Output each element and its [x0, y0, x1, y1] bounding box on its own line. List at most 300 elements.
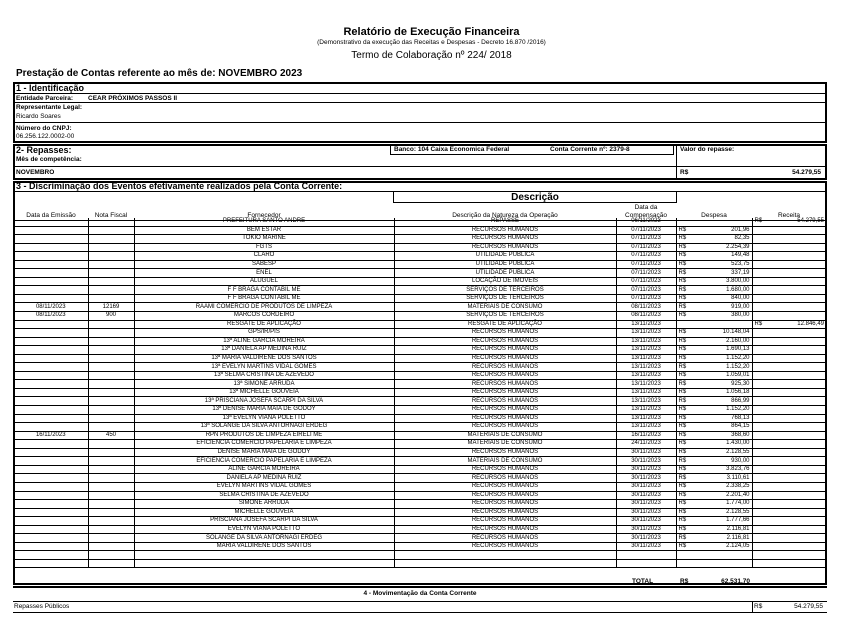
- currency-label: R$: [680, 169, 689, 176]
- cell-nota-fiscal: 900: [88, 312, 134, 321]
- cell-nota-fiscal: 12169: [88, 303, 134, 312]
- amount: 1.056,18: [726, 389, 750, 396]
- amount: 337,19: [731, 269, 750, 276]
- cell-despesa: [676, 406, 752, 415]
- currency-symbol: R$: [678, 466, 687, 473]
- table-row: [14, 534, 826, 543]
- cell-despesa: [676, 448, 752, 457]
- cell-natureza: LOCAÇÃO DE IMOVEIS: [394, 277, 616, 286]
- cell-nota-fiscal: [88, 226, 134, 235]
- banco-text: Banco: 104 Caixa Economica Federal: [394, 146, 510, 153]
- cell-data-compensacao: 07/11/2023: [616, 235, 676, 244]
- cell-receita: [752, 354, 826, 363]
- cell-nota-fiscal: [88, 277, 134, 286]
- table-row: [14, 226, 826, 235]
- cell-receita: [752, 542, 826, 551]
- cell-natureza: SERVIÇOS DE TERCEIROS: [394, 312, 616, 321]
- cell-nota-fiscal: [88, 474, 134, 483]
- cell-natureza: RECURSOS HUMANOS: [394, 406, 616, 415]
- cell-natureza: RECURSOS HUMANOS: [394, 380, 616, 389]
- currency-symbol: R$: [678, 508, 687, 515]
- cell-data-emissao: [14, 508, 88, 517]
- cell-natureza: RECURSOS HUMANOS: [394, 517, 616, 526]
- col-header-fornecedor: Fornecedor: [247, 212, 281, 219]
- cell-fornecedor: MICHELLE GOUVEIA: [134, 508, 394, 517]
- representante-label: Representante Legal:: [16, 104, 83, 111]
- cell-natureza: RECURSOS HUMANOS: [394, 235, 616, 244]
- table-row: [14, 329, 826, 338]
- cell-receita: [752, 380, 826, 389]
- currency-symbol: R$: [678, 235, 687, 242]
- cell-receita: [752, 423, 826, 432]
- cell-fornecedor: SELMA CRISTINA DE AZEVEDO: [134, 491, 394, 500]
- cell-nota-fiscal: [88, 559, 134, 568]
- cell-natureza: RECURSOS HUMANOS: [394, 500, 616, 509]
- cell-data-compensacao: 30/11/2023: [616, 525, 676, 534]
- table-row: [14, 440, 826, 449]
- cell-data-compensacao: 13/11/2023: [616, 397, 676, 406]
- cell-data-emissao: [14, 500, 88, 509]
- cell-fornecedor: 13ª MARIA VALDIRENE DOS SANTOS: [134, 354, 394, 363]
- divider: [13, 612, 827, 613]
- cell-data-compensacao: 13/11/2023: [616, 388, 676, 397]
- divider: [13, 122, 827, 123]
- cell-fornecedor: RPN PRODUTOS DE LIMPEZA EIRELI ME: [134, 431, 394, 440]
- cell-nota-fiscal: [88, 500, 134, 509]
- cell-data-compensacao: 07/11/2023: [616, 252, 676, 261]
- cell-despesa: [676, 465, 752, 474]
- cell-natureza: RECURSOS HUMANOS: [394, 448, 616, 457]
- amount: 368,60: [731, 431, 750, 438]
- cell-nota-fiscal: [88, 542, 134, 551]
- representante-value: Ricardo Soares: [16, 113, 61, 120]
- table-row: [14, 414, 826, 423]
- cell-nota-fiscal: [88, 269, 134, 278]
- currency-symbol: R$: [678, 252, 687, 259]
- cell-data-compensacao: 13/11/2023: [616, 329, 676, 338]
- cell-data-compensacao: 30/11/2023: [616, 542, 676, 551]
- mes-label: Mês de competência:: [16, 156, 82, 163]
- cell-fornecedor: 13ª SOLANGE DA SILVA ANTORNAGI ERDEG: [134, 423, 394, 432]
- amount: 523,75: [731, 261, 750, 267]
- cell-fornecedor: MARIA VALDIRENE DOS SANTOS: [134, 542, 394, 551]
- cell-nota-fiscal: [88, 235, 134, 244]
- cell-nota-fiscal: [88, 243, 134, 252]
- cell-natureza: RESGATE DE APLICAÇÃO: [394, 320, 616, 329]
- cell-fornecedor: ENEL: [134, 269, 394, 278]
- entidade-label: Entidade Parceira:: [16, 95, 74, 102]
- currency-symbol: R$: [678, 380, 687, 387]
- cell-fornecedor: 13ª PRISCIANA JOSEFA SCARPI DA SILVA: [134, 397, 394, 406]
- cell-natureza: RECURSOS HUMANOS: [394, 414, 616, 423]
- cell-fornecedor: 13ª DENISE MARIA MAIA DE GODOY: [134, 406, 394, 415]
- table-row: [14, 380, 826, 389]
- table-row: [14, 474, 826, 483]
- cell-data-compensacao: 30/11/2023: [616, 534, 676, 543]
- amount: 201,96: [731, 226, 750, 233]
- cell-receita: [752, 482, 826, 491]
- cell-fornecedor: DENISE MARIA MAIA DE GODOY: [134, 448, 394, 457]
- cell-data-compensacao: 07/11/2023: [616, 260, 676, 269]
- cell-nota-fiscal: [88, 363, 134, 372]
- cell-receita: [752, 320, 826, 329]
- amount: 1.152,20: [726, 355, 750, 362]
- cell-despesa: [676, 294, 752, 303]
- cell-receita: [752, 517, 826, 526]
- cell-data-compensacao: 08/11/2023: [616, 303, 676, 312]
- cell-receita: [752, 534, 826, 543]
- cell-data-emissao: [14, 423, 88, 432]
- table-row: [14, 542, 826, 551]
- valor-value: 54.279,55: [792, 169, 821, 176]
- cell-despesa: [676, 218, 752, 226]
- cell-receita: [752, 491, 826, 500]
- cell-data-emissao: [14, 363, 88, 372]
- cell-despesa: [676, 551, 752, 560]
- cell-receita: [752, 388, 826, 397]
- cell-receita: [752, 371, 826, 380]
- cell-data-emissao: [14, 482, 88, 491]
- table-row: [14, 294, 826, 303]
- cell-data-compensacao: 13/11/2023: [616, 320, 676, 329]
- cell-data-emissao: [14, 440, 88, 449]
- cell-despesa: [676, 337, 752, 346]
- cell-receita: [752, 286, 826, 295]
- cell-data-compensacao: 24/11/2023: [616, 440, 676, 449]
- cell-nota-fiscal: [88, 517, 134, 526]
- cell-data-compensacao: 06/11/2023: [616, 218, 676, 226]
- cell-data-compensacao: 07/11/2023: [616, 277, 676, 286]
- cell-despesa: [676, 508, 752, 517]
- cell-fornecedor: EVELYN MARTINS VIDAL GOMES: [134, 482, 394, 491]
- amount: 3.110,61: [726, 474, 750, 481]
- cell-data-emissao: [14, 525, 88, 534]
- amount: 2.338,25: [726, 483, 750, 490]
- table-row: [14, 397, 826, 406]
- cell-receita: [752, 294, 826, 303]
- table-row: [14, 559, 826, 568]
- cell-natureza: RECURSOS HUMANOS: [394, 346, 616, 355]
- cell-data-compensacao: 30/11/2023: [616, 517, 676, 526]
- cell-despesa: [676, 243, 752, 252]
- cell-data-compensacao: 30/11/2023: [616, 482, 676, 491]
- identificacao-box: [13, 82, 827, 143]
- cell-nota-fiscal: [88, 329, 134, 338]
- cell-receita: [752, 551, 826, 560]
- cell-data-emissao: [14, 448, 88, 457]
- cell-data-emissao: [14, 465, 88, 474]
- amount: 866,99: [731, 397, 750, 404]
- table-row: [14, 320, 826, 329]
- cell-nota-fiscal: [88, 354, 134, 363]
- cell-data-compensacao: 07/11/2023: [616, 243, 676, 252]
- table-row: [14, 277, 826, 286]
- cell-receita: [752, 448, 826, 457]
- amount: 2.124,05: [726, 543, 750, 550]
- cell-receita: [752, 525, 826, 534]
- valor-label: Valor do repasse:: [680, 146, 735, 153]
- repasses-publicos-value: 54.279,55: [794, 603, 823, 610]
- cell-despesa: [676, 260, 752, 269]
- cell-data-emissao: [14, 517, 88, 526]
- cell-despesa: [676, 320, 752, 329]
- cell-fornecedor: 13ª EVELYN MARTINS VIDAL GOMES: [134, 363, 394, 372]
- cell-fornecedor: SOLANGE DA SILVA ANTORNAGI ERDEG: [134, 534, 394, 543]
- cell-nota-fiscal: [88, 414, 134, 423]
- table-row: [14, 243, 826, 252]
- table-row: [14, 551, 826, 560]
- amount: 768,13: [731, 414, 750, 421]
- amount: 919,00: [731, 303, 750, 310]
- amount: 2.254,39: [726, 243, 750, 250]
- amount: 12.846,49: [797, 320, 824, 327]
- currency-symbol: R$: [754, 218, 763, 225]
- cell-data-emissao: [14, 354, 88, 363]
- cell-receita: [752, 252, 826, 261]
- cell-nota-fiscal: [88, 508, 134, 517]
- cell-fornecedor: TOKIO MARINE: [134, 235, 394, 244]
- currency-symbol: R$: [678, 431, 687, 438]
- repasses-section-title: 2- Repasses:: [16, 145, 72, 155]
- cell-receita: [752, 474, 826, 483]
- amount: 2.128,55: [726, 508, 750, 515]
- cell-data-emissao: [14, 551, 88, 560]
- cell-fornecedor: BEM ESTAR: [134, 226, 394, 235]
- table-row: [14, 337, 826, 346]
- cell-fornecedor: SABESP: [134, 260, 394, 269]
- cell-natureza: RECURSOS HUMANOS: [394, 474, 616, 483]
- cell-nota-fiscal: [88, 260, 134, 269]
- cell-fornecedor: 13ª ALINE GARCIA MOREIRA: [134, 337, 394, 346]
- table-row: [14, 346, 826, 355]
- cell-data-emissao: [14, 397, 88, 406]
- cell-data-emissao: 16/11/2023: [14, 431, 88, 440]
- cell-nota-fiscal: 450: [88, 431, 134, 440]
- cell-data-emissao: [14, 457, 88, 466]
- table-row: [14, 465, 826, 474]
- cell-receita: [752, 235, 826, 244]
- cell-despesa: [676, 277, 752, 286]
- amount: 840,00: [731, 295, 750, 302]
- amount: 2.116,81: [726, 525, 750, 532]
- cell-nota-fiscal: [88, 423, 134, 432]
- currency-symbol: R$: [678, 226, 687, 233]
- amount: 54.279,55: [797, 218, 824, 225]
- cell-natureza: SERVIÇOS DE TERCEIROS: [394, 286, 616, 295]
- cell-receita: [752, 226, 826, 235]
- cell-nota-fiscal: [88, 218, 134, 226]
- report-subtitle: (Demonstrativo da execução das Receitas e Despesas - Decreto 16.870 /2016): [317, 39, 546, 46]
- cell-receita: [752, 337, 826, 346]
- currency-symbol: R$: [678, 261, 687, 267]
- cell-receita: [752, 329, 826, 338]
- currency-symbol: R$: [678, 406, 687, 413]
- cell-fornecedor: 13ª MICHELLE GOUVEIA: [134, 388, 394, 397]
- cell-fornecedor: 13ª DANIELA AP MEDINA RUIZ: [134, 346, 394, 355]
- cell-fornecedor: [134, 551, 394, 560]
- cell-data-compensacao: 13/11/2023: [616, 414, 676, 423]
- cell-natureza: RECURSOS HUMANOS: [394, 491, 616, 500]
- divider: [13, 586, 827, 588]
- cell-data-compensacao: [616, 559, 676, 568]
- currency-symbol: R$: [678, 295, 687, 302]
- cell-natureza: MATERIAIS DE CONSUMO: [394, 303, 616, 312]
- cell-despesa: [676, 500, 752, 509]
- currency-symbol: R$: [678, 474, 687, 481]
- cell-despesa: [676, 371, 752, 380]
- currency-symbol: R$: [678, 397, 687, 404]
- cnpj-label: Número do CNPJ:: [16, 125, 72, 132]
- table-row: [14, 286, 826, 295]
- cell-receita: [752, 431, 826, 440]
- cell-data-compensacao: 30/11/2023: [616, 457, 676, 466]
- term-number: Termo de Colaboração nº 224/ 2018: [351, 50, 512, 61]
- cell-despesa: [676, 380, 752, 389]
- divider: [13, 93, 827, 94]
- cell-nota-fiscal: [88, 371, 134, 380]
- cell-nota-fiscal: [88, 491, 134, 500]
- amount: 864,15: [731, 423, 750, 430]
- cell-natureza: RECURSOS HUMANOS: [394, 534, 616, 543]
- table-row: [14, 517, 826, 526]
- cell-despesa: [676, 491, 752, 500]
- cell-receita: [752, 218, 826, 226]
- amount: 3.823,76: [726, 466, 750, 473]
- table-row: [14, 312, 826, 321]
- amount: 2.201,40: [726, 491, 750, 498]
- cell-despesa: [676, 312, 752, 321]
- cell-data-emissao: [14, 294, 88, 303]
- divider: [13, 102, 827, 103]
- currency-symbol: R$: [678, 329, 687, 336]
- cell-despesa: [676, 482, 752, 491]
- cell-despesa: [676, 286, 752, 295]
- cell-data-compensacao: 13/11/2023: [616, 423, 676, 432]
- cell-data-emissao: [14, 337, 88, 346]
- amount: 1.152,20: [726, 406, 750, 413]
- cell-data-emissao: [14, 286, 88, 295]
- cell-data-compensacao: 30/11/2023: [616, 448, 676, 457]
- currency-symbol: R$: [678, 423, 687, 430]
- cell-natureza: UTILIDADE PUBLICA: [394, 260, 616, 269]
- cell-receita: [752, 260, 826, 269]
- cell-despesa: [676, 517, 752, 526]
- col-header-despesa: Despesa: [701, 212, 727, 219]
- amount: 1.152,20: [726, 363, 750, 370]
- col-header-receita: Receita: [777, 212, 801, 219]
- cell-nota-fiscal: [88, 465, 134, 474]
- cell-data-compensacao: 07/11/2023: [616, 226, 676, 235]
- cell-despesa: [676, 363, 752, 372]
- amount: 1.680,00: [726, 286, 750, 293]
- cell-nota-fiscal: [88, 337, 134, 346]
- table-row: [14, 508, 826, 517]
- mes-value: NOVEMBRO: [16, 169, 55, 176]
- cell-receita: [752, 397, 826, 406]
- cell-natureza: MATERIAIS DE CONSUMO: [394, 440, 616, 449]
- cell-nota-fiscal: [88, 482, 134, 491]
- cell-natureza: RECURSOS HUMANOS: [394, 354, 616, 363]
- cell-receita: [752, 406, 826, 415]
- amount: 1.059,01: [726, 372, 750, 379]
- cell-fornecedor: EFICIENCIA COMERCIO PAPELARIA E LIMPEZA: [134, 440, 394, 449]
- currency-symbol: R$: [678, 337, 687, 344]
- divider: [13, 166, 827, 167]
- cell-fornecedor: EVELYN VIANA POLETTO: [134, 525, 394, 534]
- cell-natureza: RECURSOS HUMANOS: [394, 388, 616, 397]
- cell-data-emissao: 08/11/2023: [14, 303, 88, 312]
- currency-symbol: R$: [678, 286, 687, 293]
- cell-nota-fiscal: [88, 397, 134, 406]
- cell-natureza: RECURSOS HUMANOS: [394, 525, 616, 534]
- cell-natureza: SERVIÇOS DE TERCEIROS: [394, 294, 616, 303]
- cnpj-value: 06.256.122.0002-00: [16, 133, 75, 140]
- movimentacao-section-title: 4 - Movimentação da Conta Corrente: [363, 590, 477, 597]
- discriminacao-section-title: 3 - Discriminação dos Eventos efetivamente realizados pela Conta Corrente:: [16, 181, 343, 191]
- amount: 1.777,66: [726, 517, 750, 524]
- cell-despesa: [676, 303, 752, 312]
- cell-natureza: MATERIAIS DE CONSUMO: [394, 431, 616, 440]
- currency-symbol: R$: [678, 243, 687, 250]
- cell-data-emissao: [14, 346, 88, 355]
- amount: 82,35: [734, 235, 750, 242]
- currency-symbol: R$: [678, 483, 687, 490]
- cell-data-emissao: [14, 329, 88, 338]
- currency-symbol: R$: [678, 517, 687, 524]
- cell-data-emissao: [14, 235, 88, 244]
- cell-natureza: RECURSOS HUMANOS: [394, 371, 616, 380]
- cell-data-compensacao: [616, 551, 676, 560]
- cell-natureza: RECURSOS HUMANOS: [394, 397, 616, 406]
- cell-natureza: MATERIAIS DE CONSUMO: [394, 457, 616, 466]
- cell-data-compensacao: 30/11/2023: [616, 465, 676, 474]
- cell-fornecedor: [134, 559, 394, 568]
- currency-symbol: R$: [678, 346, 687, 353]
- currency-symbol: R$: [678, 525, 687, 532]
- cell-fornecedor: FGTS: [134, 243, 394, 252]
- table-row: [14, 448, 826, 457]
- table-row: [14, 218, 826, 226]
- cell-natureza: RECURSOS HUMANOS: [394, 337, 616, 346]
- cell-receita: [752, 457, 826, 466]
- cell-data-emissao: [14, 559, 88, 568]
- cell-data-compensacao: 30/11/2023: [616, 491, 676, 500]
- col-header-natureza: Descrição da Natureza da Operação: [452, 212, 558, 219]
- currency-symbol: R$: [678, 440, 687, 447]
- cell-data-emissao: 08/11/2023: [14, 312, 88, 321]
- cell-fornecedor: PREFEITURA SANTO ANDRE: [134, 218, 394, 226]
- cell-despesa: [676, 474, 752, 483]
- cell-nota-fiscal: [88, 346, 134, 355]
- table-row: [14, 371, 826, 380]
- currency-symbol: R$: [678, 491, 687, 498]
- cell-data-emissao: [14, 474, 88, 483]
- cell-fornecedor: DANIELA AP MEDINA RUIZ: [134, 474, 394, 483]
- cell-nota-fiscal: [88, 534, 134, 543]
- table-row: [14, 491, 826, 500]
- table-row: [14, 388, 826, 397]
- cell-receita: [752, 346, 826, 355]
- cell-fornecedor: F F BRAGA CONTABIL ME: [134, 294, 394, 303]
- table-row: [14, 431, 826, 440]
- cell-despesa: [676, 354, 752, 363]
- cell-nota-fiscal: [88, 440, 134, 449]
- total-label: TOTAL: [632, 578, 654, 585]
- cell-data-emissao: [14, 218, 88, 226]
- cell-receita: [752, 465, 826, 474]
- total-currency: R$: [680, 578, 689, 585]
- cell-receita: [752, 269, 826, 278]
